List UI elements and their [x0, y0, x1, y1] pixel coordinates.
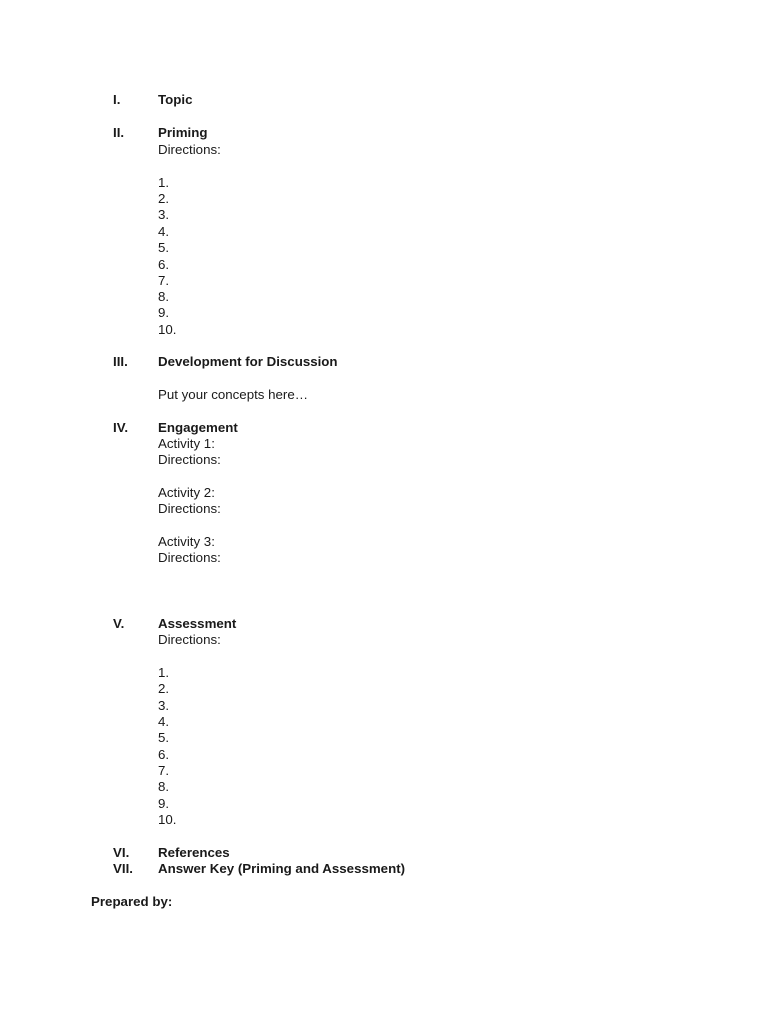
section-numeral-references: VI.	[113, 845, 130, 860]
assessment-item: 5.	[158, 730, 170, 745]
assessment-item: 6.	[158, 747, 170, 762]
assessment-item: 8.	[158, 779, 170, 794]
section-numeral-answer-key: VII.	[113, 861, 133, 876]
section-numeral-topic: I.	[113, 92, 121, 107]
section-heading-development: Development for Discussion	[158, 354, 338, 369]
development-body: Put your concepts here…	[158, 387, 309, 402]
assessment-item: 3.	[158, 698, 170, 713]
section-numeral-priming: II.	[113, 125, 125, 140]
priming-item: 6.	[158, 257, 170, 272]
section-numeral-engagement: IV.	[113, 420, 129, 435]
priming-directions: Directions:	[158, 142, 221, 157]
assessment-item: 7.	[158, 763, 170, 778]
assessment-item: 9.	[158, 796, 170, 811]
activity-directions: Directions:	[158, 550, 221, 565]
priming-item: 1.	[158, 175, 170, 190]
assessment-directions: Directions:	[158, 632, 221, 647]
priming-item: 5.	[158, 240, 170, 255]
section-heading-references: References	[158, 845, 230, 860]
section-heading-answer-key: Answer Key (Priming and Assessment)	[158, 861, 406, 876]
assessment-item: 10.	[158, 812, 177, 827]
assessment-item: 4.	[158, 714, 170, 729]
assessment-item: 1.	[158, 665, 170, 680]
priming-item: 3.	[158, 207, 170, 222]
prepared-by-label: Prepared by:	[91, 894, 173, 909]
section-heading-assessment: Assessment	[158, 616, 237, 631]
priming-item: 2.	[158, 191, 170, 206]
activity-directions: Directions:	[158, 501, 221, 516]
activity-label: Activity 2:	[158, 485, 215, 500]
section-heading-engagement: Engagement	[158, 420, 238, 435]
section-heading-priming: Priming	[158, 125, 208, 140]
assessment-item: 2.	[158, 681, 170, 696]
activity-label: Activity 3:	[158, 534, 215, 549]
priming-item: 9.	[158, 305, 170, 320]
priming-item: 7.	[158, 273, 170, 288]
priming-item: 4.	[158, 224, 170, 239]
activity-directions: Directions:	[158, 452, 221, 467]
section-numeral-development: III.	[113, 354, 128, 369]
activity-label: Activity 1:	[158, 436, 215, 451]
section-numeral-assessment: V.	[113, 616, 125, 631]
section-heading-topic: Topic	[158, 92, 193, 107]
priming-item: 10.	[158, 322, 177, 337]
priming-item: 8.	[158, 289, 170, 304]
